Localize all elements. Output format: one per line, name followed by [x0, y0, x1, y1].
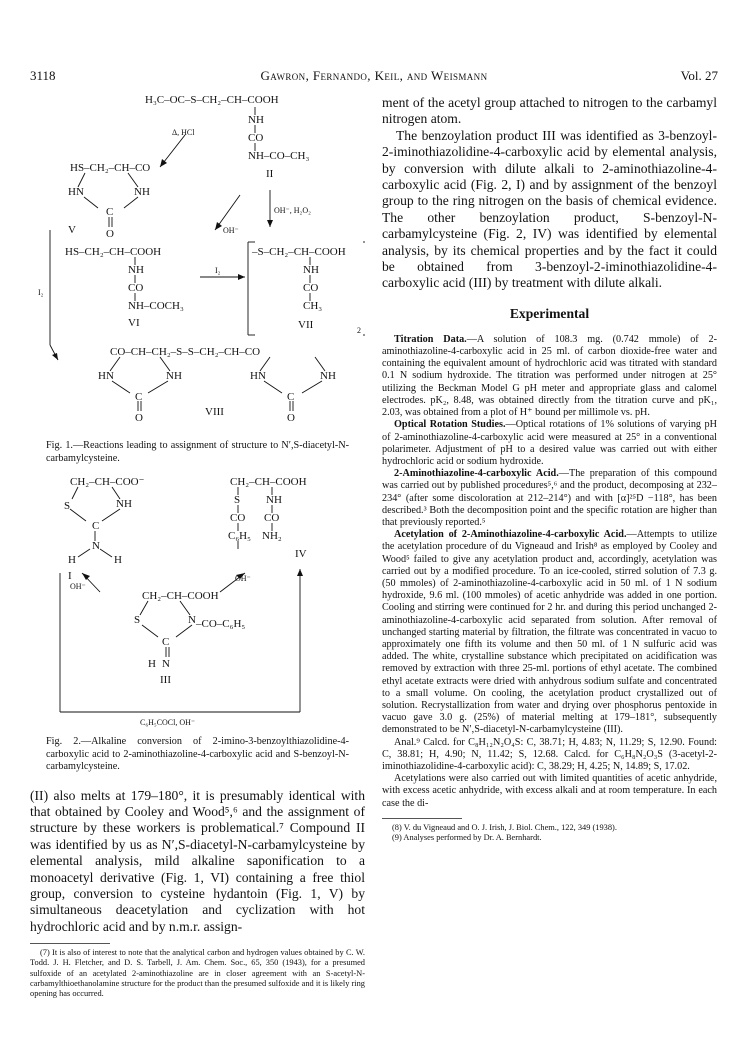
- fig1-VIII-c2: C: [287, 391, 295, 403]
- fig2-oh-right: OH⁻: [235, 574, 251, 583]
- fig1-VI-co: CO: [128, 282, 144, 294]
- figure-1-caption-label: Fig. 1.: [46, 440, 73, 451]
- fig1-VII-nh: NH: [303, 264, 319, 276]
- fig2-IV-nh: NH: [266, 494, 282, 506]
- fig1-VI-nhcoch3: NH–COCH₃: [128, 300, 184, 312]
- fig1-VIII-o1: O: [135, 412, 143, 424]
- figure-1-diagram: [30, 95, 365, 435]
- analysis-paragraph: Anal.⁹ Calcd. for C₈H₁₂N₂O₄S: C, 38.71; H, 4.83; N, 11.29; S, 12.90. Found: C, 38.81; H, 4.90; N, 11.42; S, 12.68. Calcd. for C₆H₈N₂O₃S (3-acetyl-2-iminothiazolidine-4-carboxylic acid): C, 38.29; H, 4.25; N, 14.89; S, 17.02.: [382, 736, 717, 772]
- fig1-VII-co: CO: [303, 282, 319, 294]
- fig2-III-s: S: [134, 614, 141, 626]
- fig1-reagent-left: Δ, HCl: [172, 128, 195, 137]
- fig1-VII-label: VII: [298, 319, 314, 331]
- figure-1-caption-text: —Reactions leading to assignment of structure to N′,S-diacetyl-N-carbamylcysteine.: [46, 440, 349, 464]
- fig2-III-top: CH₂–CH–COOH: [142, 590, 219, 602]
- preparation-paragraph: [382, 468, 717, 529]
- fig2-III-h: H: [148, 658, 156, 670]
- preparation-heading: 2-Aminothiazoline-4-carboxylic Acid.: [394, 468, 559, 480]
- optical-body: —Optical rotations of 1% solutions of varying pH of 2-aminothiazoline-4-carboxylic acid were measured at 25° in a conventional polarimeter. Adjustment of pH to a desired value was carried out with either hydrochloric acid or sodium hydroxide.: [382, 419, 718, 467]
- fig2-IV-s: S: [234, 494, 241, 506]
- titration-heading: Titration Data.: [394, 333, 467, 345]
- optical-paragraph: [382, 419, 717, 468]
- acetylation-body: —Attempts to utilize the acetylation procedure of du Vigneaud and Irish⁸ as employed by Cooley and Wood⁵ failed to give any acetylation product and, accordingly, acetylation was carried out by a modified procedure. To an ice-cooled, stirred solution of 7.3 g. (50 mmoles) of 2-aminothiazoline-4-carboxylic acid in 50 ml. of 1 N sodium hydroxide, 9.6 ml. (100 mmoles) of acetic anhydride was added in one portion. Cooling and stirring were continued for 2 hr. and during this period unchanged 2-aminothiazoline-4-carboxylic acid separated from solution. After removal of unchanged starting material by filtration, the filtrate was concentrated in vacuo to approximately one fifth its volume and then 50 ml. of 1 N sulfuric acid was added. The white, crystalline substance which precipitated on acidification was removed by extraction with three 25-ml. portions of ethyl acetate. The combined ethyl acetate extracts were dried with anhydrous sodium sulfate and concentrated to a small volume. On cooling, the acetylation product crystallized out of solution. Recrystallization from water and drying over phosphorus pentoxide in vacuo gave 3.0 g. (25%) of material melting at 179–181°, subsequently demonstrated to be N′,S-diacetyl-N-carbamylcysteine (III).: [382, 529, 717, 736]
- acetylation-paragraph: [382, 529, 717, 736]
- fig1-V-hn: HN: [68, 186, 84, 198]
- figure-2-caption-text: —Alkaline conversion of 2-imino-3-benzoylthiazolidine-4-carboxylic acid to 2-aminothiazoline-4-carboxylic acid and S-benzoyl-N-carbamylcysteine.: [46, 736, 350, 772]
- fig1-V-o: O: [106, 228, 114, 240]
- footnote-9: (9) Analyses performed by Dr. A. Bernhardt.: [392, 833, 542, 843]
- optical-heading: Optical Rotation Studies.: [394, 419, 506, 431]
- fig1-V-label: V: [68, 224, 76, 236]
- fig1-reagent-right: OH⁻, H₂O₂: [274, 206, 311, 215]
- fig1-VI-label: VI: [128, 317, 140, 329]
- fig2-reagent-bottom: C₆H₅COCl, OH⁻: [140, 718, 196, 727]
- figure-2-caption: [46, 736, 349, 774]
- fig1-VII-ch3: CH₃: [303, 300, 323, 312]
- fig1-V-c: C: [106, 206, 114, 218]
- fig1-VII-top: –S–CH₂–CH–COOH: [252, 246, 346, 258]
- fig1-V-top: HS–CH₂–CH–CO: [70, 162, 151, 174]
- fig2-I-h2: H: [114, 554, 122, 566]
- fig1-I2-arrow: I₂: [215, 266, 221, 275]
- preparation-body: —The preparation of this compound was carried out by published procedures⁵,⁶ and the product, decomposing at 232–234° (after some discoloration at 212–214°) and with [α]²⁵D −118°, has been described.³ Both the decomposition point and the specific rotation are higher than that previously reported.⁵: [382, 468, 717, 528]
- fig1-VII-subscript: 2: [357, 326, 361, 335]
- fig1-V-nh: NH: [134, 186, 150, 198]
- acetylation-heading: Acetylation of 2-Aminothiazoline-4-carboxylic Acid.: [394, 529, 627, 541]
- left-column: [30, 95, 365, 1035]
- fig1-VI-top: HS–CH₂–CH–COOH: [65, 246, 162, 258]
- running-head: Gawron, Fernando, Keil, and Weismann: [260, 68, 488, 83]
- page-number: 3118: [30, 68, 56, 83]
- fig2-I-label: I: [68, 570, 72, 582]
- fig1-II-nh: NH: [248, 114, 264, 126]
- fig2-IV-nh2: NH₂: [262, 530, 282, 542]
- footnote-rule-right: [382, 818, 462, 819]
- fig2-III-n2: N: [162, 658, 170, 670]
- volume-label: Vol. 27: [680, 68, 718, 83]
- fig1-reagent-oh: OH⁻: [223, 226, 239, 235]
- fig2-I-n: N: [92, 540, 100, 552]
- fig2-III-n: N: [188, 614, 196, 626]
- fig2-I-c: C: [92, 520, 100, 532]
- fig1-VIII-top: CO–CH–CH₂–S–S–CH₂–CH–CO: [110, 346, 261, 358]
- fig2-IV-c6h5: C₆H₅: [228, 530, 251, 542]
- fig1-VIII-hn2: HN: [250, 370, 266, 382]
- footnote-8: (8) V. du Vigneaud and O. J. Irish, J. Biol. Chem., 122, 349 (1938).: [392, 822, 617, 832]
- fig1-VIII-o2: O: [287, 412, 295, 424]
- fig1-VIII-nh1: NH: [166, 370, 182, 382]
- fig1-II-label: II: [266, 168, 274, 180]
- fig2-IV-co2: CO: [264, 512, 280, 524]
- fig1-VIII-label: VIII: [205, 406, 224, 418]
- figure-2-caption-label: Fig. 2.: [46, 736, 81, 747]
- fig2-I-nh: NH: [116, 498, 132, 510]
- footnote-rule-left: [30, 943, 110, 944]
- fig2-III-label: III: [160, 674, 171, 686]
- fig1-II-co: CO: [248, 132, 264, 144]
- fig2-I-s: S: [64, 500, 71, 512]
- fig2-III-coc6h5: –CO–C₆H₅: [196, 618, 246, 630]
- fig1-II-formula: H₃C–OC–S–CH₂–CH–COOH: [145, 95, 279, 106]
- fig1-VI-nh: NH: [128, 264, 144, 276]
- fig2-oh-left: OH⁻: [70, 582, 86, 591]
- fig2-III-c: C: [162, 636, 170, 648]
- figure-1-caption: [46, 440, 349, 465]
- fig2-I-top: CH₂–CH–COO⁻: [70, 477, 145, 488]
- fig1-II-nh-co: NH–CO–CH₃: [248, 150, 310, 162]
- left-body-paragraph: (II) also melts at 179–180°, it is presumably identical with that obtained by Cooley and Wood⁵,⁶ and the assignment of structure by these workers is problematical.⁷ Compound II was identified by us as N′,S-diacetyl-N-carbamylcysteine by elemental analysis, mild alkaline saponification to a monoacetyl derivative (Fig. 1, VI) containing a free thiol group, conversion to cysteine hydantoin (Fig. 1, V) by simultaneous deacetylation and cyclization with hot hydrochloric acid and by n.m.r. assign-: [30, 787, 365, 934]
- titration-body: —A solution of 108.3 mg. (0.742 mmole) of 2-aminothiazoline-4-carboxylic acid in 25 ml. of carbon dioxide-free water and containing the equivalent amount of hydrochloric acid was titrated with standard 0.1 N sodium hydroxide. The titration was performed under nitrogen at 25° utilizing the Beckman Model G pH meter and appropriate glass and calomel electrodes. pK₂, 8.48, was obtained directly from the titration curve and pK₁, 2.03, was obtained from a plot of H⁺ bound per millimole vs. pH.: [382, 333, 717, 419]
- section-title-experimental: Experimental: [509, 305, 590, 321]
- footnote-7: (7) It is also of interest to note that the analytical carbon and hydrogen values obtained by C. W. Todd. J. H. Fletcher, and D. S. Tarbell, J. Am. Chem. Soc., 65, 350 (1943), for a presumed sulfoxide of an acetylated 2-aminothiazoline are in closer agreement with an S-acetyl-N-carbamylthioethanolamine structure for the product than the presumed sulfoxide and it is likely ring opening has occurred.: [30, 948, 365, 999]
- titration-paragraph: [382, 334, 717, 419]
- last-paragraph: Acetylations were also carried out with limited quantities of acetic anhydride, with excess acetic anhydride, with excess alkali and at room temperature. In each case the di-: [382, 773, 717, 809]
- fig2-IV-label: IV: [295, 548, 307, 560]
- right-paragraph-1: ment of the acetyl group attached to nitrogen to the carbamyl nitrogen atom.: [382, 95, 717, 127]
- fig2-IV-co1: CO: [230, 512, 246, 524]
- right-column: [382, 95, 717, 1035]
- fig1-VIII-nh2: NH: [320, 370, 336, 382]
- fig1-VIII-c1: C: [135, 391, 143, 403]
- fig1-VIII-hn1: HN: [98, 370, 114, 382]
- fig2-IV-top: CH₂–CH–COOH: [230, 477, 307, 488]
- fig1-I2-left: I₂: [38, 288, 44, 297]
- figure-2-diagram: [30, 477, 365, 727]
- fig2-I-h1: H: [68, 554, 76, 566]
- right-paragraph-2: The benzoylation product III was identified as 3-benzoyl-2-iminothiazolidine-4-carboxylic acid by elemental analysis, by conversion with dilute alkali to 2-aminothiazoline-4-carboxylic acid (Fig. 2, I) and by assignment of the benzoyl group to the ring nitrogen on the basis of chemical evidence. The other benzoylation product, S-benzoyl-N-carbamylcysteine (Fig. 2, IV) was identified by elemental analysis, by its chemical properties and by the fact it could be obtained from 3-benzoyl-2-iminothiazolidine-4-carboxylic acid (III) by treatment with dilute alkali.: [382, 127, 717, 291]
